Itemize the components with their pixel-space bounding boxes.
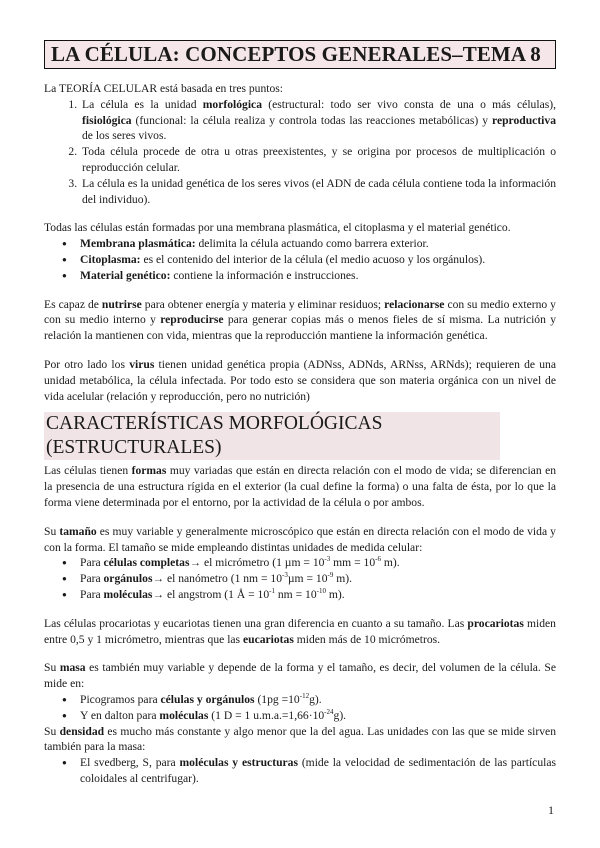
paragraph-densidad: Su densidad es mucho más constante y algo menor que la del agua. Las unidades con las que se mide sirven también para la masa: (44, 724, 556, 754)
paragraph-tamano: Su tamaño es muy variable y generalmente microscópico que están en directa relación con el modo de vida y con la forma. El tamaño se mide empleando distintas unidades de medida celular: (44, 524, 556, 554)
paragraph-procariotas: Las células procariotas y eucariotas tienen una gran diferencia en cuanto a su tamaño. Las procariotas miden entre 0,5 y 1 micrómetro, mientras que las eucariotas miden más de 10 micrómetros. (44, 616, 556, 646)
paragraph-capaz: Es capaz de nutrirse para obtener energía y materia y eliminar residuos; relacionarse con su medio externo y con su medio interno y reproducirse para generar copias más o menos fieles de sí misma. La nutrición y relación la mantienen con vida, mientras que la reproducción mantiene la información genética. (44, 297, 556, 343)
list-item: ● Para células completas→ el micrómetro (1 $\mu m = 10^{-3}$ mm = $10^{-6}$ m). (80, 555, 556, 571)
page-title: LA CÉLULA: CONCEPTOS GENERALES–TEMA 8 (44, 40, 556, 69)
list-item: ● Material genético: contiene la información e instrucciones. (80, 268, 556, 284)
list-item: ● Para orgánulos→ el nanómetro (1 nm = $10^{-3}\mu m = 10^{-9}$ m). (80, 571, 556, 587)
densidad-list (44, 755, 556, 787)
teoria-item-1: 1. La célula es la unidad morfológica (estructural: todo ser vivo consta de una o más células), fisiológica (funcional: la célula realiza y controla todas las reacciones metabólicas) y reproductiva de los seres vivos. (80, 97, 556, 144)
paragraph-formas: Las células tienen formas muy variadas que están en directa relación con el modo de vida; se diferencian en la presencia de una estructura rígida en el exterior (la cual define la forma) o una falta de ésta, por lo que la forma viene determinada por el entorno, por la actividad de la célula o por ambos. (44, 464, 557, 509)
masa-list (44, 692, 556, 724)
section-heading: CARACTERÍSTICAS MORFOLÓGICAS (ESTRUCTURALES) (44, 412, 500, 460)
list-item: ● Y en dalton para moléculas (1 D = 1 $u.m.a.=1,66\cdot 10^{-24}g$). (80, 708, 556, 724)
document-page (44, 40, 556, 787)
paragraph-todas: Todas las células están formadas por una membrana plasmática, el citoplasma y el material genético. (44, 221, 511, 235)
list-item: ● Membrana plasmática: delimita la célula actuando como barrera exterior. (80, 236, 556, 252)
paragraph-virus: Por otro lado los virus tienen unidad genética propia (ADNss, ADNds, ARNss, ARNds); requieren de una unidad metabólica, la célula infectada. Por todo esto se considera que son materia orgánica con un nivel de vida acelular (relación y reproducción, pero no nutrición) (44, 357, 557, 403)
paragraph-masa: Su masa es también muy variable y depende de la forma y el tamaño, es decir, del volumen de la célula. Se mide en: (44, 661, 556, 691)
teoria-item-3: 3. La célula es la unidad genética de los seres vivos (el ADN de cada célula contiene toda la información del individuo). (80, 176, 556, 208)
list-item: ● Picogramos para células y orgánulos $(1pg =10^{-12}g)$. (80, 692, 556, 708)
partes-list (44, 236, 556, 283)
list-item: ● Para moléculas→ el angstrom (1 Å = $10^{-1}$ nm = $10^{-10}$ m). (80, 587, 556, 603)
list-item: ● El svedberg, S, para moléculas y estructuras (mide la velocidad de sedimentación de las partículas coloidales al centrifugar). (80, 755, 556, 787)
unidades-list (44, 555, 556, 602)
page-number: 1 (548, 803, 554, 817)
teoria-item-2: 2. Toda célula procede de otra u otras preexistentes, y se origina por procesos de multiplicación o reproducción celular. (80, 144, 556, 176)
intro-text: La TEORÍA CELULAR está basada en tres puntos: (44, 82, 284, 95)
list-item: ● Citoplasma: es el contenido del interior de la célula (el medio acuoso y los orgánulos). (80, 252, 556, 268)
teoria-list (44, 97, 556, 208)
